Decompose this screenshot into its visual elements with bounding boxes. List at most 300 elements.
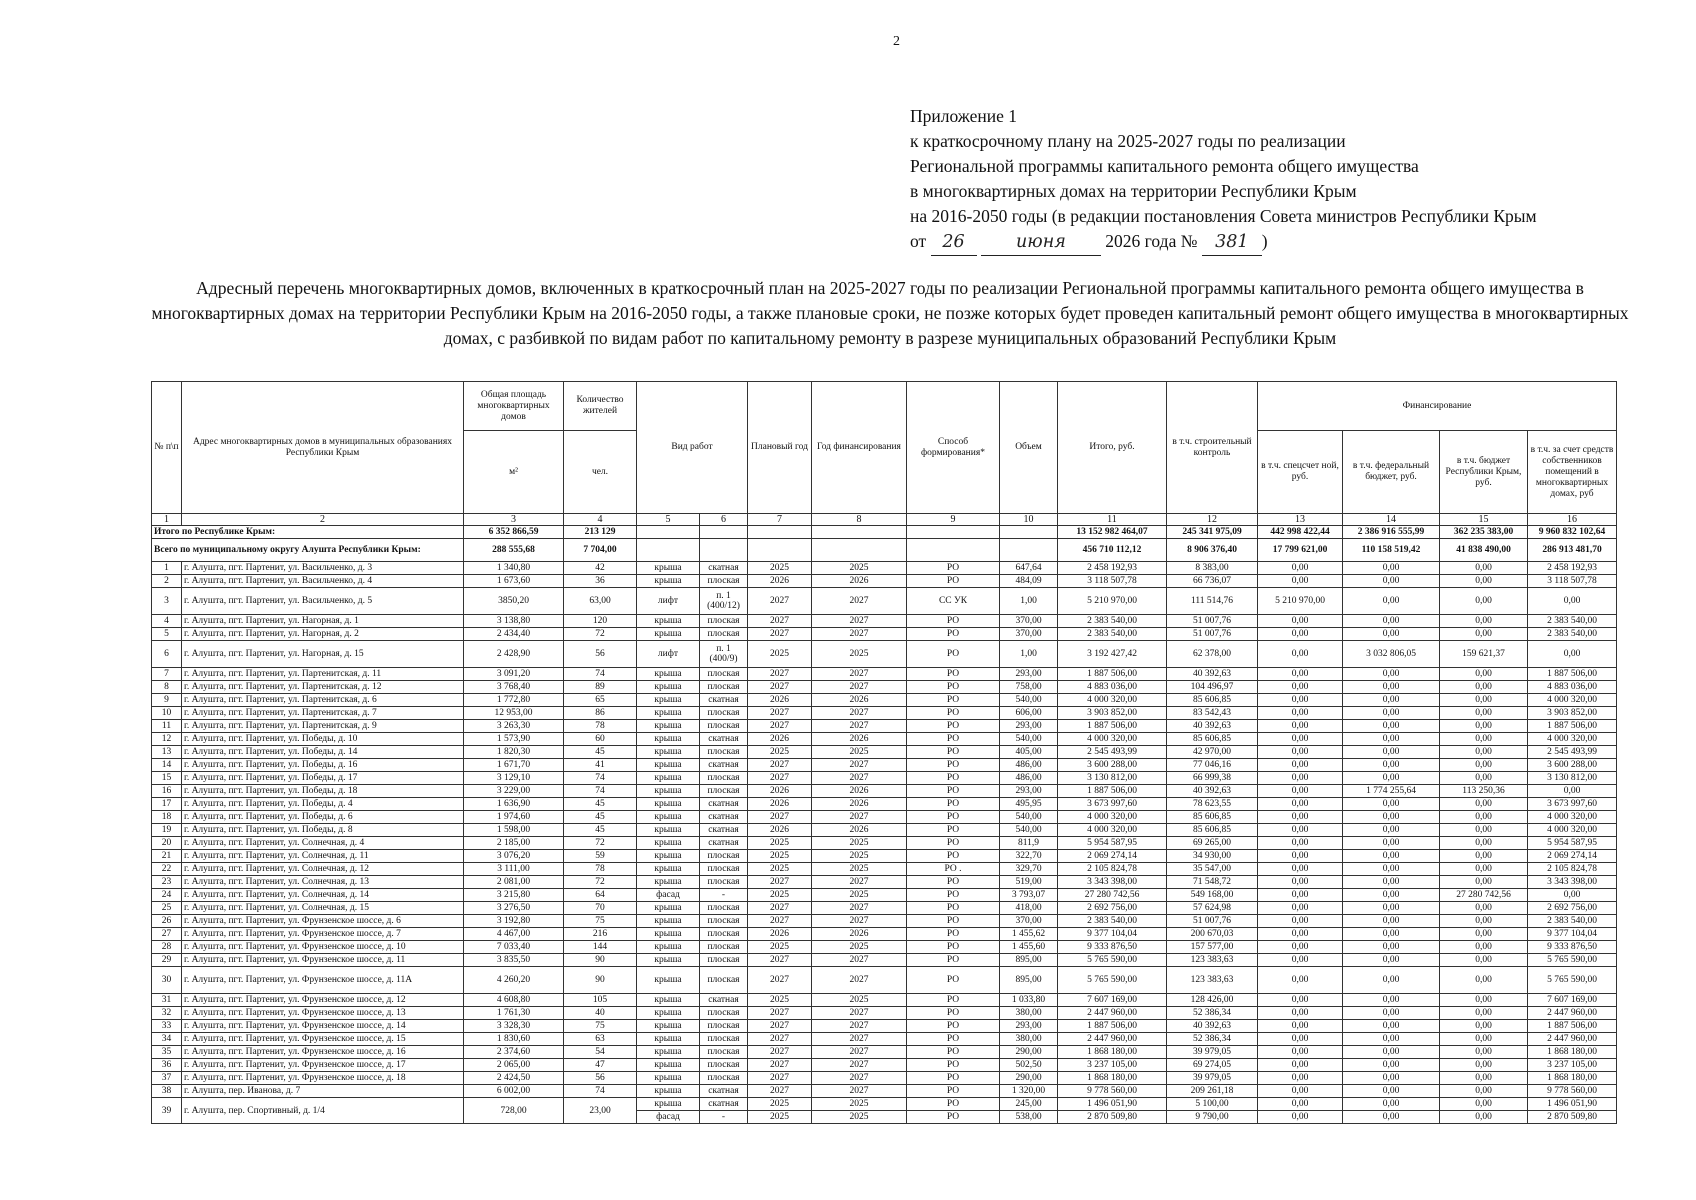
table-row [152, 733, 1617, 746]
row-work: крыша [637, 994, 700, 1007]
row-total: 2 383 540,00 [1058, 615, 1167, 628]
row-special: 0,00 [1258, 668, 1343, 681]
row-federal: 0,00 [1343, 837, 1440, 850]
row-work-subtype: плоская [700, 1059, 748, 1072]
row-work-subtype: - [700, 889, 748, 902]
row-owners: 4 000 320,00 [1528, 824, 1617, 837]
row-fin-year: 2027 [812, 902, 907, 915]
row-residents: 54 [564, 1046, 637, 1059]
row-num: 2 [152, 575, 182, 588]
row-construction: 111 514,76 [1167, 588, 1258, 615]
row-num: 32 [152, 1007, 182, 1020]
district-regional: 41 838 490,00 [1440, 539, 1528, 562]
row-regional: 0,00 [1440, 1111, 1528, 1124]
row-work: крыша [637, 733, 700, 746]
row-plan-year: 2027 [748, 967, 812, 994]
row-total: 7 607 169,00 [1058, 994, 1167, 1007]
row-num: 5 [152, 628, 182, 641]
row-num: 37 [152, 1072, 182, 1085]
row-work: крыша [637, 863, 700, 876]
row-method: РО [907, 733, 1000, 746]
table-row [152, 1020, 1617, 1033]
row-residents: 90 [564, 954, 637, 967]
row-owners: 4 000 320,00 [1528, 694, 1617, 707]
row-total: 5 765 590,00 [1058, 967, 1167, 994]
district-label: Всего по муниципальному округу Алушта Республики Крым: [152, 539, 464, 562]
row-regional: 0,00 [1440, 928, 1528, 941]
row-work: крыша [637, 759, 700, 772]
row-address: г. Алушта, пгт. Партенит, ул. Победы, д. 17 [182, 772, 464, 785]
row-address: г. Алушта, пгт. Партенит, ул. Победы, д. 4 [182, 798, 464, 811]
row-residents: 74 [564, 772, 637, 785]
row-special: 0,00 [1258, 967, 1343, 994]
row-volume: 418,00 [1000, 902, 1058, 915]
appendix-line: Приложение 1 [910, 106, 1018, 126]
row-work: крыша [637, 798, 700, 811]
row-owners: 3 130 812,00 [1528, 772, 1617, 785]
row-address: г. Алушта, пгт. Партенит, ул. Победы, д. 6 [182, 811, 464, 824]
row-address: г. Алушта, пгт. Партенит, ул. Фрунзенское шоссе, д. 15 [182, 1033, 464, 1046]
row-address: г. Алушта, пгт. Партенит, ул. Нагорная, д. 1 [182, 615, 464, 628]
row-work: крыша [637, 928, 700, 941]
row-work-subtype: скатная [700, 733, 748, 746]
row-area: 1 820,30 [464, 746, 564, 759]
row-num: 7 [152, 668, 182, 681]
table-row [152, 1033, 1617, 1046]
row-plan-year: 2025 [748, 746, 812, 759]
row-area: 2 434,40 [464, 628, 564, 641]
table-row [152, 562, 1617, 575]
document-title: Адресный перечень многоквартирных домов, включенных в краткосрочный план на 2025-2027 годы по реализации Региональной программы капитального ремонта общего имущества в многоквартирных домах на территории Республики Крым на 2016-2050 годы, а также плановые сроки, не позже которых будет проведен капитальный ремонт общего имущества в многоквартирных домах, с разбивкой по видам работ по капитальному ремонту в разрезе муниципальных образований Республики Крым [151, 278, 1629, 348]
row-fin-year: 2025 [812, 641, 907, 668]
row-owners: 1 868 180,00 [1528, 1046, 1617, 1059]
row-residents: 47 [564, 1059, 637, 1072]
row-work-subtype: плоская [700, 668, 748, 681]
row-work: крыша [637, 668, 700, 681]
row-work: крыша [637, 562, 700, 575]
row-plan-year: 2027 [748, 1059, 812, 1072]
row-work-subtype: скатная [700, 798, 748, 811]
row-federal: 0,00 [1343, 915, 1440, 928]
row-num: 33 [152, 1020, 182, 1033]
column-number: 9 [907, 514, 1000, 526]
row-owners: 3 903 852,00 [1528, 707, 1617, 720]
row-area: 7 033,40 [464, 941, 564, 954]
row-residents: 41 [564, 759, 637, 772]
row-volume: 245,00 [1000, 1098, 1058, 1111]
row-volume: 1,00 [1000, 641, 1058, 668]
row-residents: 78 [564, 720, 637, 733]
row-num: 27 [152, 928, 182, 941]
row-owners: 4 883 036,00 [1528, 681, 1617, 694]
row-construction: 51 007,76 [1167, 628, 1258, 641]
row-construction: 40 392,63 [1167, 785, 1258, 798]
row-method: РО [907, 1033, 1000, 1046]
row-regional: 0,00 [1440, 628, 1528, 641]
row-fin-year: 2026 [812, 575, 907, 588]
row-construction: 69 274,05 [1167, 1059, 1258, 1072]
row-address: г. Алушта, пгт. Партенит, ул. Солнечная, д. 12 [182, 863, 464, 876]
row-special: 0,00 [1258, 641, 1343, 668]
row-area: 3 076,20 [464, 850, 564, 863]
row-volume: 405,00 [1000, 746, 1058, 759]
row-residents: 105 [564, 994, 637, 1007]
table-row [152, 588, 1617, 615]
row-residents: 144 [564, 941, 637, 954]
row-total: 1 496 051,90 [1058, 1098, 1167, 1111]
row-work: крыша [637, 811, 700, 824]
row-total: 5 954 587,95 [1058, 837, 1167, 850]
row-num: 11 [152, 720, 182, 733]
row-total: 27 280 742,56 [1058, 889, 1167, 902]
row-regional: 0,00 [1440, 1059, 1528, 1072]
row-residents: 60 [564, 733, 637, 746]
row-owners: 3 237 105,00 [1528, 1059, 1617, 1072]
row-regional: 0,00 [1440, 1072, 1528, 1085]
table-row [152, 1046, 1617, 1059]
row-method: РО [907, 928, 1000, 941]
row-special: 0,00 [1258, 798, 1343, 811]
row-volume: 3 793,07 [1000, 889, 1058, 902]
row-regional: 0,00 [1440, 1007, 1528, 1020]
column-number: 10 [1000, 514, 1058, 526]
row-work: крыша [637, 941, 700, 954]
row-construction: 51 007,76 [1167, 915, 1258, 928]
row-regional: 0,00 [1440, 668, 1528, 681]
row-residents: 86 [564, 707, 637, 720]
row-volume: 293,00 [1000, 1020, 1058, 1033]
table-row [152, 1072, 1617, 1085]
row-regional: 0,00 [1440, 798, 1528, 811]
row-federal: 0,00 [1343, 681, 1440, 694]
row-regional: 0,00 [1440, 746, 1528, 759]
row-area: 2 374,60 [464, 1046, 564, 1059]
row-total: 2 545 493,99 [1058, 746, 1167, 759]
row-method: РО [907, 562, 1000, 575]
row-total: 2 447 960,00 [1058, 1033, 1167, 1046]
row-area: 3 229,00 [464, 785, 564, 798]
row-num: 23 [152, 876, 182, 889]
row-plan-year: 2025 [748, 641, 812, 668]
row-residents: 45 [564, 746, 637, 759]
row-regional: 0,00 [1440, 837, 1528, 850]
row-volume: 540,00 [1000, 694, 1058, 707]
row-special: 0,00 [1258, 1033, 1343, 1046]
row-work-subtype: плоская [700, 772, 748, 785]
row-federal: 3 032 806,05 [1343, 641, 1440, 668]
row-special: 0,00 [1258, 915, 1343, 928]
row-area: 12 953,00 [464, 707, 564, 720]
row-special: 0,00 [1258, 1059, 1343, 1072]
row-construction: 549 168,00 [1167, 889, 1258, 902]
row-work: крыша [637, 694, 700, 707]
row-fin-year: 2027 [812, 1020, 907, 1033]
row-address: г. Алушта, пгт. Партенит, ул. Партенитская, д. 9 [182, 720, 464, 733]
row-work: крыша [637, 824, 700, 837]
row-method: РО [907, 954, 1000, 967]
row-construction: 157 577,00 [1167, 941, 1258, 954]
row-owners: 3 118 507,78 [1528, 575, 1617, 588]
row-construction: 83 542,43 [1167, 707, 1258, 720]
row-owners: 0,00 [1528, 889, 1617, 902]
row-address: г. Алушта, пгт. Партенит, ул. Солнечная, д. 11 [182, 850, 464, 863]
total-label: Итого по Республике Крым: [152, 526, 464, 539]
row-address: г. Алушта, пгт. Партенит, ул. Солнечная, д. 13 [182, 876, 464, 889]
total-special: 442 998 422,44 [1258, 526, 1343, 539]
row-method: РО [907, 707, 1000, 720]
row-num: 36 [152, 1059, 182, 1072]
table-row [152, 928, 1617, 941]
row-method: РО [907, 785, 1000, 798]
row-work-subtype: плоская [700, 1033, 748, 1046]
row-volume: 484,09 [1000, 575, 1058, 588]
row-construction: 123 383,63 [1167, 967, 1258, 994]
row-num: 15 [152, 772, 182, 785]
row-regional: 0,00 [1440, 824, 1528, 837]
row-volume: 1 033,80 [1000, 994, 1058, 1007]
row-volume: 811,9 [1000, 837, 1058, 850]
row-volume: 1,00 [1000, 588, 1058, 615]
row-address: г. Алушта, пгт. Партенит, ул. Фрунзенское шоссе, д. 6 [182, 915, 464, 928]
handwritten-day: 26 [931, 230, 977, 256]
republic-total-row [152, 526, 1617, 539]
row-fin-year: 2025 [812, 1098, 907, 1111]
row-volume: 293,00 [1000, 668, 1058, 681]
row-construction: 52 386,34 [1167, 1007, 1258, 1020]
row-area: 2 185,00 [464, 837, 564, 850]
column-number: 11 [1058, 514, 1167, 526]
total-residents: 213 129 [564, 526, 637, 539]
row-construction: 69 265,00 [1167, 837, 1258, 850]
row-residents: 40 [564, 1007, 637, 1020]
column-number: 12 [1167, 514, 1258, 526]
row-plan-year: 2026 [748, 785, 812, 798]
row-federal: 0,00 [1343, 733, 1440, 746]
row-work-subtype: скатная [700, 824, 748, 837]
row-regional: 0,00 [1440, 1085, 1528, 1098]
table-row [152, 798, 1617, 811]
table-row [152, 811, 1617, 824]
row-method: РО [907, 720, 1000, 733]
row-special: 0,00 [1258, 876, 1343, 889]
row-federal: 0,00 [1343, 876, 1440, 889]
row-method: РО [907, 641, 1000, 668]
table-row [152, 876, 1617, 889]
row-fin-year: 2027 [812, 967, 907, 994]
row-fin-year: 2027 [812, 628, 907, 641]
table-row [152, 575, 1617, 588]
row-special: 0,00 [1258, 889, 1343, 902]
table-row [152, 941, 1617, 954]
row-area: 2 081,00 [464, 876, 564, 889]
row-area: 2 428,90 [464, 641, 564, 668]
row-regional: 0,00 [1440, 720, 1528, 733]
table-row [152, 902, 1617, 915]
row-residents: 74 [564, 785, 637, 798]
row-regional: 0,00 [1440, 733, 1528, 746]
row-area: 4 467,00 [464, 928, 564, 941]
row-owners: 3 343 398,00 [1528, 876, 1617, 889]
row-volume: 293,00 [1000, 785, 1058, 798]
row-owners: 2 447 960,00 [1528, 1033, 1617, 1046]
row-work: крыша [637, 575, 700, 588]
row-work: крыша [637, 615, 700, 628]
row-federal: 0,00 [1343, 772, 1440, 785]
row-plan-year: 2025 [748, 889, 812, 902]
row-plan-year: 2027 [748, 720, 812, 733]
row-plan-year: 2027 [748, 1007, 812, 1020]
row-residents: 74 [564, 1085, 637, 1098]
row-area: 1 830,60 [464, 1033, 564, 1046]
row-residents: 64 [564, 889, 637, 902]
row-special: 0,00 [1258, 902, 1343, 915]
row-area: 3 192,80 [464, 915, 564, 928]
handwritten-month: июня [981, 230, 1101, 256]
row-method: РО [907, 746, 1000, 759]
date-year: 2026 года № [1105, 231, 1198, 251]
row-area: 1 772,80 [464, 694, 564, 707]
row-volume: 495,95 [1000, 798, 1058, 811]
row-regional: 0,00 [1440, 967, 1528, 994]
header-residents: Количество жителей [564, 382, 637, 431]
row-work-subtype: плоская [700, 746, 748, 759]
column-number: 14 [1343, 514, 1440, 526]
row-area: 1 340,80 [464, 562, 564, 575]
row-work: крыша [637, 772, 700, 785]
row-plan-year: 2027 [748, 668, 812, 681]
row-area: 3850,20 [464, 588, 564, 615]
row-volume: 293,00 [1000, 720, 1058, 733]
row-method: РО [907, 941, 1000, 954]
row-address: г. Алушта, пгт. Партенит, ул. Фрунзенское шоссе, д. 17 [182, 1059, 464, 1072]
row-num: 25 [152, 902, 182, 915]
table-row [152, 837, 1617, 850]
row-federal: 0,00 [1343, 994, 1440, 1007]
row-special: 0,00 [1258, 1111, 1343, 1124]
date-prefix: от [910, 231, 927, 251]
row-regional: 0,00 [1440, 994, 1528, 1007]
row-method: РО [907, 1007, 1000, 1020]
row-construction: 66 999,38 [1167, 772, 1258, 785]
row-volume: 540,00 [1000, 811, 1058, 824]
row-owners: 3 600 288,00 [1528, 759, 1617, 772]
row-construction: 40 392,63 [1167, 668, 1258, 681]
row-volume: 290,00 [1000, 1072, 1058, 1085]
row-fin-year: 2026 [812, 798, 907, 811]
row-residents: 45 [564, 811, 637, 824]
row-volume: 370,00 [1000, 915, 1058, 928]
row-special: 0,00 [1258, 1098, 1343, 1111]
row-fin-year: 2025 [812, 1111, 907, 1124]
row-num: 10 [152, 707, 182, 720]
row-fin-year: 2027 [812, 681, 907, 694]
column-number: 2 [182, 514, 464, 526]
row-plan-year: 2027 [748, 1085, 812, 1098]
header-construction: в т.ч. строительный контроль [1167, 382, 1258, 514]
table-row [152, 707, 1617, 720]
row-owners: 2 870 509,80 [1528, 1111, 1617, 1124]
table-row [152, 628, 1617, 641]
row-address: г. Алушта, пгт. Партенит, ул. Победы, д. 10 [182, 733, 464, 746]
row-fin-year: 2027 [812, 615, 907, 628]
row-work-subtype: скатная [700, 562, 748, 575]
row-construction: 123 383,63 [1167, 954, 1258, 967]
row-total: 9 333 876,50 [1058, 941, 1167, 954]
row-volume: 370,00 [1000, 628, 1058, 641]
row-num: 18 [152, 811, 182, 824]
row-plan-year: 2026 [748, 575, 812, 588]
table-row [152, 915, 1617, 928]
row-area: 3 768,40 [464, 681, 564, 694]
row-area: 4 608,80 [464, 994, 564, 1007]
row-volume: 895,00 [1000, 954, 1058, 967]
row-method: РО . [907, 863, 1000, 876]
row-volume: 1 320,00 [1000, 1085, 1058, 1098]
row-owners: 2 383 540,00 [1528, 628, 1617, 641]
row-work: крыша [637, 628, 700, 641]
row-fin-year: 2025 [812, 863, 907, 876]
row-owners: 2 545 493,99 [1528, 746, 1617, 759]
row-address: г. Алушта, пгт. Партенит, ул. Победы, д. 8 [182, 824, 464, 837]
row-residents: 45 [564, 824, 637, 837]
row-total: 1 887 506,00 [1058, 1020, 1167, 1033]
row-address: г. Алушта, пгт. Партенит, ул. Солнечная, д. 14 [182, 889, 464, 902]
row-work-subtype: плоская [700, 928, 748, 941]
table-row [152, 850, 1617, 863]
row-residents: 74 [564, 668, 637, 681]
row-volume: 647,64 [1000, 562, 1058, 575]
row-federal: 0,00 [1343, 694, 1440, 707]
row-fin-year: 2025 [812, 562, 907, 575]
table-row [152, 863, 1617, 876]
row-fin-year: 2026 [812, 694, 907, 707]
row-federal: 0,00 [1343, 1046, 1440, 1059]
row-plan-year: 2027 [748, 681, 812, 694]
total-federal: 2 386 916 555,99 [1343, 526, 1440, 539]
row-owners: 3 673 997,60 [1528, 798, 1617, 811]
row-federal: 0,00 [1343, 928, 1440, 941]
row-num: 19 [152, 824, 182, 837]
row-total: 3 903 852,00 [1058, 707, 1167, 720]
row-federal: 0,00 [1343, 1033, 1440, 1046]
row-owners: 1 887 506,00 [1528, 720, 1617, 733]
row-area: 3 263,30 [464, 720, 564, 733]
row-volume: 540,00 [1000, 733, 1058, 746]
row-owners: 4 000 320,00 [1528, 733, 1617, 746]
row-plan-year: 2027 [748, 954, 812, 967]
row-method: РО [907, 1020, 1000, 1033]
row-owners: 2 383 540,00 [1528, 615, 1617, 628]
row-work-subtype: плоская [700, 575, 748, 588]
row-work-subtype: плоская [700, 1020, 748, 1033]
row-num: 21 [152, 850, 182, 863]
header-method: Способ формирования* [907, 382, 1000, 514]
row-special: 5 210 970,00 [1258, 588, 1343, 615]
row-work-subtype: п. 1 (400/12) [700, 588, 748, 615]
row-address: г. Алушта, пгт. Партенит, ул. Победы, д. 14 [182, 746, 464, 759]
row-construction: 85 606,85 [1167, 824, 1258, 837]
row-plan-year: 2027 [748, 588, 812, 615]
row-federal: 0,00 [1343, 588, 1440, 615]
row-total: 9 778 560,00 [1058, 1085, 1167, 1098]
row-owners: 9 778 560,00 [1528, 1085, 1617, 1098]
row-volume: 895,00 [1000, 967, 1058, 994]
row-volume: 538,00 [1000, 1111, 1058, 1124]
row-federal: 0,00 [1343, 811, 1440, 824]
row-volume: 380,00 [1000, 1033, 1058, 1046]
row-fin-year: 2026 [812, 785, 907, 798]
row-num: 13 [152, 746, 182, 759]
